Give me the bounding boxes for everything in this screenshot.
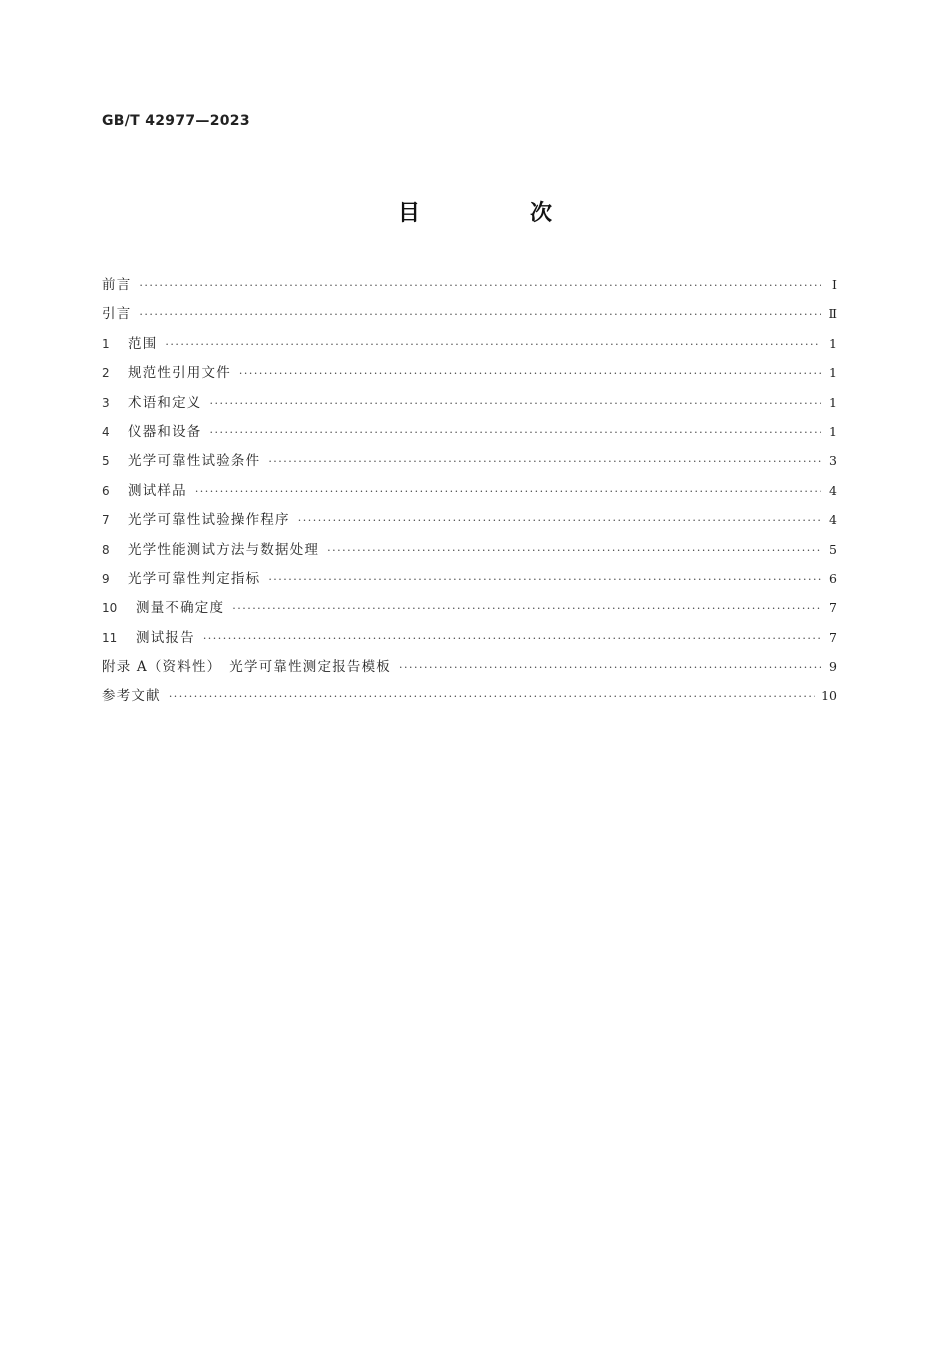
dot-leader <box>169 690 815 703</box>
toc-entry[interactable] <box>102 538 837 567</box>
dot-leader <box>203 632 821 645</box>
dot-leader <box>195 485 821 498</box>
dot-leader <box>210 397 822 410</box>
toc-entry-page-number: 1 <box>829 335 837 351</box>
page-title: 目 次 <box>397 201 596 226</box>
toc-entry[interactable] <box>102 655 837 684</box>
toc-entry[interactable] <box>102 420 837 449</box>
toc-entry-page-number: 6 <box>829 570 837 586</box>
toc-entry[interactable] <box>102 684 837 713</box>
toc-entry-page-number: 5 <box>829 541 837 557</box>
toc-entry-label: 测试样品 <box>128 482 187 499</box>
toc-entry-label: 测量不确定度 <box>136 600 225 617</box>
toc-entry[interactable] <box>102 508 837 537</box>
toc-entry[interactable] <box>102 361 837 390</box>
toc-entry-number: 11 <box>102 630 118 645</box>
toc-entry-page-number: 4 <box>829 512 837 528</box>
toc-entry-page-number: 4 <box>829 482 837 498</box>
toc-entry-number: 6 <box>102 483 110 498</box>
toc-entry-page-number: 9 <box>829 659 837 675</box>
toc-entry-label: 参考文献 <box>102 688 161 705</box>
toc-entry-label: 仪器和设备 <box>128 423 202 440</box>
dot-leader <box>327 544 821 557</box>
toc-entry[interactable] <box>102 391 837 420</box>
toc-entry-number: 10 <box>102 601 118 616</box>
toc-entry[interactable] <box>102 596 837 625</box>
toc-entry-label: 光学可靠性试验条件 <box>128 453 261 470</box>
toc-entry-label: 引言 <box>102 306 132 323</box>
toc-entry-page-number: Ⅰ <box>832 277 837 292</box>
toc-entry-number: 2 <box>102 366 110 381</box>
dot-leader <box>139 279 821 292</box>
toc-entry-label: 前言 <box>102 277 132 293</box>
toc-entry-number: 3 <box>102 395 110 410</box>
dot-leader <box>232 602 821 615</box>
dot-leader <box>268 455 821 468</box>
dot-leader <box>210 426 822 439</box>
toc-entry-number: 4 <box>102 424 110 439</box>
toc-entry-page-number: 10 <box>821 688 837 704</box>
toc-entry-label: 规范性引用文件 <box>128 365 231 382</box>
toc-entry-number: 1 <box>102 336 110 351</box>
toc-entry[interactable] <box>102 332 837 361</box>
standard-code: GB/T 42977—2023 <box>102 113 250 129</box>
dot-leader <box>298 514 821 527</box>
toc-entry-page-number: Ⅱ <box>828 306 837 322</box>
toc-entry-number: 5 <box>102 454 110 469</box>
toc-entry[interactable] <box>102 567 837 596</box>
toc-entry-label: 测试报告 <box>136 629 195 646</box>
toc-entry[interactable] <box>102 626 837 655</box>
toc-entry-page-number: 3 <box>829 453 837 469</box>
dot-leader <box>165 338 821 351</box>
toc-entry-label: 范围 <box>128 335 158 352</box>
toc-entry[interactable] <box>102 273 837 302</box>
table-of-contents <box>102 273 837 714</box>
toc-entry[interactable] <box>102 302 837 331</box>
toc-entry-page-number: 7 <box>829 629 837 645</box>
dot-leader <box>139 308 821 321</box>
toc-entry[interactable] <box>102 479 837 508</box>
dot-leader <box>239 367 821 380</box>
toc-entry-page-number: 1 <box>829 394 837 410</box>
toc-entry[interactable] <box>102 449 837 478</box>
toc-entry-page-number: 1 <box>829 365 837 381</box>
toc-entry-label: 光学可靠性试验操作程序 <box>128 512 290 529</box>
toc-entry-number: 8 <box>102 542 110 557</box>
toc-entry-label: 附录 A（资料性） 光学可靠性测定报告模板 <box>102 659 391 676</box>
toc-entry-label: 光学性能测试方法与数据处理 <box>128 541 320 558</box>
toc-entry-label: 光学可靠性判定指标 <box>128 570 261 587</box>
toc-entry-number: 7 <box>102 513 110 528</box>
dot-leader <box>268 573 821 586</box>
toc-entry-number: 9 <box>102 571 110 586</box>
dot-leader <box>399 661 821 674</box>
toc-entry-page-number: 1 <box>829 423 837 439</box>
toc-entry-label: 术语和定义 <box>128 394 202 411</box>
toc-entry-page-number: 7 <box>829 600 837 616</box>
